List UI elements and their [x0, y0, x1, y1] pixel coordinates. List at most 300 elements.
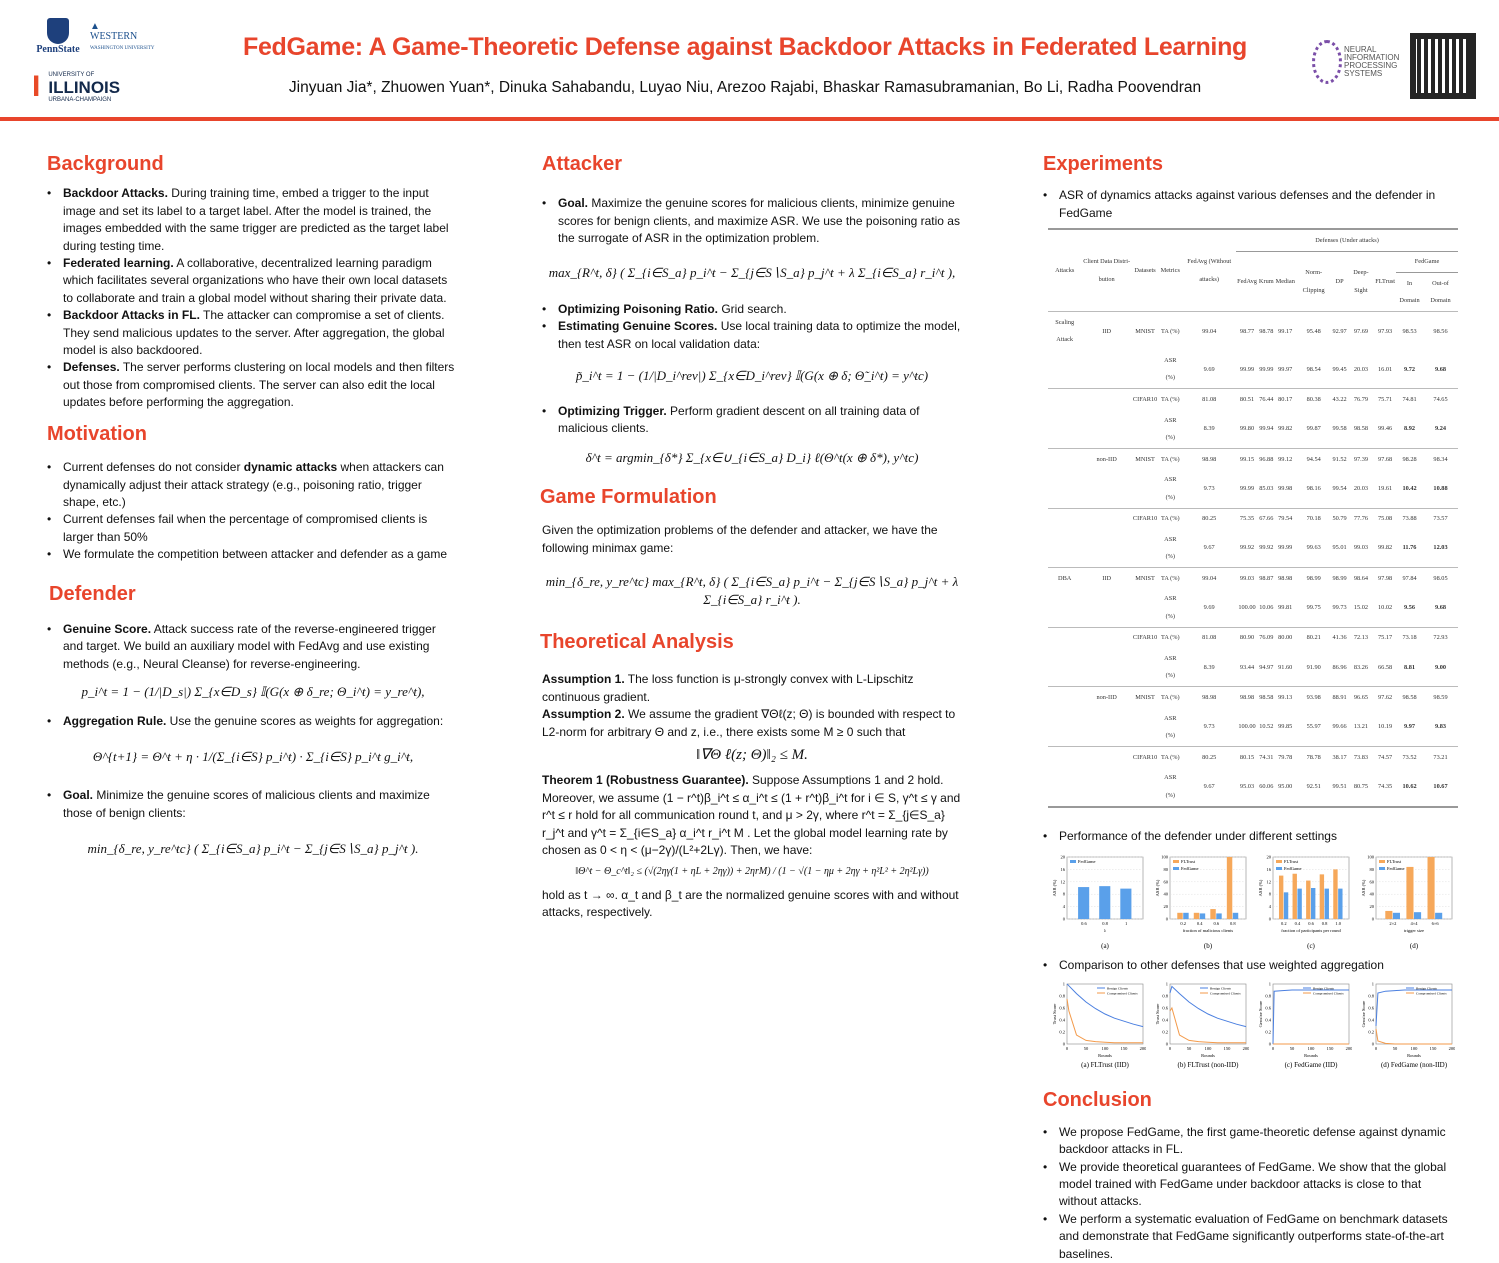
- list-item: • Backdoor Attacks in FL. The attacker can compromise a set of clients. They send malicious updates to the server. After aggregation, the global model is also backdoored.: [47, 307, 459, 359]
- table-cell: 9.72: [1404, 365, 1416, 373]
- legend-swatch: [1276, 867, 1282, 870]
- table-cell: 74.81: [1396, 389, 1423, 410]
- table-row: [1048, 350, 1458, 389]
- legend-swatch: [1173, 860, 1179, 863]
- bar-fltrust: [1194, 913, 1199, 919]
- legend-label: Benign Clients: [1416, 986, 1437, 991]
- table-cell: 98.28: [1396, 449, 1423, 470]
- table-cell: 20.03: [1353, 365, 1369, 373]
- legend-label: Benign Clients: [1107, 986, 1128, 991]
- table-row: [1048, 627, 1458, 648]
- list-item: • Optimizing Trigger. Perform gradient descent on all training data of malicious clients.: [542, 403, 962, 438]
- y-tick-label: 4: [1062, 904, 1065, 910]
- line-0: [1273, 990, 1349, 1044]
- table-cell: [1081, 768, 1131, 807]
- bar-fedgame: [1297, 889, 1301, 919]
- attacker-title: Attacker: [542, 153, 623, 175]
- table-cell: 99.99: [1259, 365, 1274, 373]
- table-cell: 99.51: [1332, 782, 1347, 790]
- table-cell: 99.03: [1353, 544, 1369, 552]
- conclusion-title: Conclusion: [1043, 1089, 1152, 1112]
- legend-label: FLTrust: [1284, 858, 1299, 864]
- table-cell: 10.06: [1259, 604, 1274, 612]
- table-cell: 88.91: [1331, 687, 1347, 708]
- neurips-logo: NEURAL INFORMATION PROCESSING SYSTEMS: [1312, 40, 1399, 84]
- table-row: [1048, 648, 1458, 687]
- y-tick-label: 0.4: [1368, 1017, 1374, 1023]
- table-cell: 9.67: [1203, 544, 1215, 552]
- table-cell: CIFAR10: [1132, 508, 1158, 529]
- table-cell: 98.05: [1423, 568, 1458, 589]
- y-tick-label: 0.2: [1059, 1029, 1065, 1035]
- table-cell: 99.75: [1306, 604, 1321, 612]
- right-column: [1043, 150, 1458, 1263]
- background-list: [47, 185, 459, 411]
- chart-6: [1257, 978, 1352, 1070]
- bar-fedgame: [1325, 889, 1329, 919]
- table-cell: 99.15: [1236, 449, 1258, 470]
- list-item: • Current defenses do not consider dynamic attacks when attackers can dynamically adjust their attack strategy (e.g., poisoning ratio, trigger shape, etc.): [47, 459, 459, 511]
- table-cell: [1081, 589, 1131, 628]
- x-tick-label: 50: [1392, 1046, 1398, 1052]
- y-tick-label: 40: [1369, 891, 1374, 897]
- table-cell: 99.63: [1306, 544, 1321, 552]
- theory-title: Theoretical Analysis: [540, 630, 734, 653]
- table-cell: 99.12: [1275, 449, 1296, 470]
- table-row: [1048, 508, 1458, 529]
- attacker-goal-equation: max_{R^t, δ} ( Σ_{i∈S_a} p_i^t − Σ_{j∈S∖S_a} p_j^t + λ Σ_{i∈S_a} r_i^t ),: [548, 264, 956, 280]
- x-axis-label: Rounds: [1304, 1053, 1318, 1059]
- table-cell: 86.96: [1332, 663, 1347, 671]
- table-cell: CIFAR10: [1132, 746, 1158, 767]
- table-cell: 12.03: [1433, 544, 1448, 552]
- y-tick-label: 0: [1062, 1041, 1065, 1047]
- table-cell: 98.64: [1348, 568, 1375, 589]
- table-cell: ASR (%): [1164, 357, 1177, 382]
- list-item: • Goal. Minimize the genuine scores of malicious clients and maximize those of benign clients:: [47, 787, 459, 822]
- y-axis-label: ASR (%): [1155, 879, 1160, 897]
- chart-7: [1360, 978, 1455, 1070]
- table-cell: 74.31: [1258, 746, 1275, 767]
- table-cell: 99.58: [1332, 425, 1347, 433]
- bar-fedgame: [1233, 913, 1238, 919]
- x-tick-label: 0: [1374, 1046, 1378, 1052]
- table-cell: 97.68: [1374, 449, 1396, 470]
- table-cell: 98.58: [1396, 687, 1423, 708]
- table-cell: 9.24: [1435, 425, 1447, 433]
- experiments-title: Experiments: [1043, 153, 1164, 175]
- table-cell: 9.73: [1203, 484, 1215, 492]
- legend-label: Benign Clients: [1313, 986, 1334, 991]
- chart-1: [1154, 851, 1249, 951]
- y-tick-label: 60: [1163, 879, 1168, 885]
- table-cell: [1048, 389, 1081, 410]
- legend-label: Compromised Clients: [1210, 991, 1241, 996]
- table-cell: TA (%): [1158, 389, 1182, 410]
- table-cell: [1132, 768, 1158, 807]
- table-cell: [1081, 746, 1131, 767]
- table-cell: TA (%): [1158, 312, 1182, 351]
- table-cell: 96.65: [1348, 687, 1375, 708]
- table-cell: 98.98: [1236, 687, 1258, 708]
- table-cell: [1048, 627, 1081, 648]
- table-cell: 99.04: [1182, 312, 1236, 351]
- table-cell: 10.42: [1402, 484, 1417, 492]
- table-cell: 72.13: [1348, 627, 1375, 648]
- x-tick-label: 50: [1186, 1046, 1192, 1052]
- table-cell: 76.09: [1258, 627, 1275, 648]
- legend-label: Compromised Clients: [1107, 991, 1138, 996]
- table-cell: 99.82: [1378, 544, 1393, 552]
- table-cell: 80.15: [1236, 746, 1258, 767]
- poster-title: FedGame: A Game-Theoretic Defense against Backdoor Attacks in Federated Learning: [242, 33, 1248, 61]
- table-cell: 11.76: [1402, 544, 1417, 552]
- table-cell: IID: [1081, 312, 1131, 351]
- table-cell: 98.99: [1331, 568, 1347, 589]
- table-cell: [1132, 350, 1158, 389]
- list-item: • We provide theoretical guarantees of FedGame. We show that the global model trained with FedGame under backdoor attacks is close to that without attacks.: [1043, 1159, 1458, 1211]
- y-tick-label: 12: [1266, 879, 1271, 885]
- table-cell: 97.84: [1396, 568, 1423, 589]
- bar-fedgame: [1284, 892, 1288, 919]
- bar-fedgame: [1200, 913, 1205, 919]
- table-cell: 98.34: [1423, 449, 1458, 470]
- weighted-aggregation-figure: [1051, 978, 1458, 1070]
- table-cell: 74.35: [1378, 782, 1393, 790]
- table-cell: 98.78: [1258, 312, 1275, 351]
- game-title: Game Formulation: [540, 485, 717, 508]
- legend-label: Benign Clients: [1210, 986, 1231, 991]
- chart-3: [1360, 851, 1455, 951]
- table-cell: 80.75: [1353, 782, 1369, 790]
- table-cell: 9.67: [1203, 782, 1215, 790]
- table-cell: TA (%): [1158, 508, 1182, 529]
- legend-label: FLTrust: [1181, 858, 1196, 864]
- x-tick-label: 1: [1124, 920, 1128, 926]
- bar-fltrust: [1210, 909, 1215, 919]
- table-row: [1048, 746, 1458, 767]
- table-cell: 99.80: [1239, 425, 1255, 433]
- table-cell: 98.58: [1353, 425, 1369, 433]
- y-tick-label: 1: [1165, 981, 1168, 987]
- table-cell: 8.81: [1404, 663, 1416, 671]
- x-tick-label: 0.6: [1081, 920, 1087, 926]
- table-cell: 98.53: [1396, 312, 1423, 351]
- table-cell: 98.16: [1306, 484, 1321, 492]
- x-tick-label: 0.8: [1102, 920, 1108, 926]
- y-tick-label: 60: [1369, 879, 1374, 885]
- table-cell: 9.68: [1435, 365, 1447, 373]
- table-cell: [1081, 529, 1131, 568]
- table-cell: 97.69: [1348, 312, 1375, 351]
- y-tick-label: 20: [1369, 904, 1374, 910]
- list-item: • Defenses. The server performs clustering on local models and then filters out those from compromised clients. The server can also edit the local updates before performing the aggregation.: [47, 359, 459, 411]
- x-tick-label: 6×6: [1431, 920, 1439, 926]
- table-cell: 77.76: [1348, 508, 1375, 529]
- table-cell: 10.02: [1378, 604, 1393, 612]
- table-cell: TA (%): [1158, 687, 1182, 708]
- pennstate-logo: PennState: [28, 18, 88, 55]
- table-cell: 9.69: [1203, 365, 1215, 373]
- motivation-title: Motivation: [47, 422, 147, 445]
- y-tick-label: 0.8: [1265, 993, 1271, 999]
- table-cell: 92.51: [1306, 782, 1321, 790]
- table-row: [1048, 687, 1458, 708]
- table-cell: 99.94: [1259, 425, 1274, 433]
- table-cell: 99.99: [1239, 365, 1255, 373]
- list-item: • We formulate the competition between attacker and defender as a game: [47, 546, 459, 563]
- x-tick-label: 150: [1120, 1046, 1128, 1052]
- table-cell: 95.00: [1278, 782, 1293, 790]
- aggregation-equation: Θ^{t+1} = Θ^t + η · 1/(Σ_{i∈S} p_i^t) · Σ_{i∈S} p_i^t g_i^t,: [92, 748, 414, 764]
- table-cell: 80.00: [1275, 627, 1296, 648]
- y-tick-label: 0.6: [1368, 1005, 1374, 1011]
- table-cell: 100.00: [1238, 723, 1256, 731]
- list-item: • We propose FedGame, the first game-theoretic defense against dynamic backdoor attacks in FL.: [1043, 1124, 1458, 1159]
- bar-fltrust: [1333, 869, 1337, 919]
- table-cell: 83.26: [1353, 663, 1369, 671]
- table-cell: 99.85: [1278, 723, 1293, 731]
- list-item: • Genuine Score. Attack success rate of the reverse-engineered trigger and target. We build an auxiliary model with FedAvg and use existing methods (e.g., Neural Cleanse) for reverse-engineering.: [47, 621, 459, 673]
- y-tick-label: 0.2: [1162, 1029, 1168, 1035]
- table-cell: [1048, 708, 1081, 747]
- table-cell: MNIST: [1132, 449, 1158, 470]
- bar-fedgame: [1216, 913, 1221, 919]
- theorem-1: Theorem 1 (Robustness Guarantee). Suppose Assumptions 1 and 2 hold. Moreover, we assume (1 − r^t)β_i^t ≤ α_i^t ≤ (1 + r^t)β_i^t for i ∈ S, γ^t ≤ γ and r^t ≤ r hold for all communication round t, and μ > 2γ, where r^t = Σ_{j∈S_a} r_j^t and γ^t = Σ_{i∈S_a} α_i^t r_i^t M . Let the global model learning rate by chosen as 0 < η < (μ−2γ)/(L²+2Lγ). Then, we have:: [542, 773, 961, 857]
- table-cell: 98.99: [1296, 568, 1332, 589]
- x-tick-label: 1.0: [1335, 920, 1341, 926]
- table-cell: 91.52: [1331, 449, 1347, 470]
- motivation-list: [47, 459, 459, 563]
- legend-label: Compromised Clients: [1416, 991, 1447, 996]
- table-cell: [1048, 768, 1081, 807]
- defender-settings-figure: [1051, 851, 1458, 951]
- table-cell: 99.46: [1378, 425, 1393, 433]
- line-1: [1067, 999, 1143, 1043]
- table-cell: 10.88: [1433, 484, 1448, 492]
- x-axis-label: fraction of participants per round: [1281, 927, 1341, 933]
- table-cell: 91.90: [1306, 663, 1321, 671]
- table-cell: 99.73: [1332, 604, 1347, 612]
- table-cell: 99.66: [1332, 723, 1347, 731]
- western-logo: ▲ WESTERN WASHINGTON UNIVERSITY: [90, 21, 155, 51]
- robustness-equation: ‖Θ^t − Θ_c^t‖₂ ≤ (√(2ηγ(1 + ηL + 2ηγ)) + 2ηrM) / (1 − √(1 − ημ + 2ηγ + η²L² + 2η²Lγ)): [575, 866, 929, 878]
- table-cell: [1081, 410, 1131, 449]
- y-tick-label: 0.8: [1059, 993, 1065, 999]
- table-cell: 99.99: [1278, 544, 1293, 552]
- chart-4: [1051, 978, 1146, 1070]
- table-cell: 9.97: [1404, 723, 1416, 731]
- chart-caption: (c): [1307, 941, 1315, 950]
- table-cell: 98.98: [1182, 687, 1236, 708]
- list-item: • Goal. Maximize the genuine scores for malicious clients, minimize genuine scores for benign clients, and maximize ASR. We use the poisoning ratio as the surrogate of ASR in the optimization problem.: [542, 195, 962, 247]
- table-row: [1048, 410, 1458, 449]
- table-cell: [1081, 708, 1131, 747]
- y-tick-label: 0.6: [1265, 1005, 1271, 1011]
- assumption-1: Assumption 1. The loss function is μ-strongly convex with L-Lipschitz continuous gradient.: [542, 672, 914, 704]
- table-cell: 10.62: [1402, 782, 1417, 790]
- bar-fltrust: [1293, 874, 1297, 919]
- table-cell: 99.81: [1278, 604, 1293, 612]
- y-tick-label: 4: [1268, 904, 1271, 910]
- table-cell: CIFAR10: [1132, 627, 1158, 648]
- table-cell: [1132, 529, 1158, 568]
- table-cell: 9.68: [1435, 604, 1447, 612]
- table-cell: 99.45: [1332, 365, 1347, 373]
- table-cell: 98.98: [1182, 449, 1236, 470]
- conclusion-list: [1043, 1124, 1458, 1263]
- y-axis-label: ASR (%): [1052, 879, 1057, 897]
- table-cell: 99.17: [1275, 312, 1296, 351]
- bar-fedgame: [1078, 887, 1089, 919]
- table-cell: DBA: [1048, 568, 1081, 589]
- table-cell: [1081, 389, 1131, 410]
- table-cell: [1132, 470, 1158, 509]
- y-tick-label: 1: [1371, 981, 1374, 987]
- table-cell: 73.57: [1423, 508, 1458, 529]
- table-cell: [1048, 449, 1081, 470]
- table-cell: 9.00: [1435, 663, 1447, 671]
- x-axis-label: λ: [1103, 927, 1107, 933]
- table-cell: 43.22: [1331, 389, 1347, 410]
- table-cell: [1132, 648, 1158, 687]
- y-tick-label: 0.6: [1162, 1005, 1168, 1011]
- header-divider: [0, 117, 1499, 121]
- table-cell: [1132, 708, 1158, 747]
- assumption-2: Assumption 2. We assume the gradient ∇Θℓ(z; Θ) is bounded with respect to L2-norm for arbitrary Θ and z, i.e., there exists some M ≥ 0 such that: [542, 707, 956, 739]
- bar-fltrust: [1428, 857, 1435, 919]
- table-cell: ASR (%): [1164, 714, 1177, 739]
- table-cell: 20.03: [1353, 484, 1369, 492]
- game-text: Given the optimization problems of the defender and attacker, we have the following minimax game:: [542, 523, 938, 555]
- table-cell: MNIST: [1132, 312, 1158, 351]
- table-cell: 10.19: [1378, 723, 1393, 731]
- table-cell: 80.25: [1182, 508, 1236, 529]
- x-tick-label: 100: [1410, 1046, 1418, 1052]
- bar-fedgame: [1183, 913, 1188, 919]
- table-cell: CIFAR10: [1132, 389, 1158, 410]
- table-row: [1048, 470, 1458, 509]
- table-cell: 98.54: [1306, 365, 1321, 373]
- x-tick-label: 100: [1307, 1046, 1315, 1052]
- y-tick-label: 80: [1163, 866, 1168, 872]
- table-cell: 97.39: [1348, 449, 1375, 470]
- y-tick-label: 0: [1165, 1041, 1168, 1047]
- y-tick-label: 0: [1268, 916, 1271, 922]
- bar-fltrust: [1279, 876, 1283, 919]
- legend-label: Compromised Clients: [1313, 991, 1344, 996]
- authors: Jinyuan Jia*, Zhuowen Yuan*, Dinuka Sahabandu, Luyao Niu, Arezoo Rajabi, Bhaskar Ramasubramanian, Bo Li, Radha Poovendran: [288, 79, 1202, 96]
- list-item: • Comparison to other defenses that use weighted aggregation: [1043, 957, 1458, 974]
- bar-fedgame: [1120, 889, 1131, 919]
- table-cell: ASR (%): [1164, 654, 1177, 680]
- x-tick-label: 0.4: [1294, 920, 1301, 926]
- table-cell: MNIST: [1132, 568, 1158, 589]
- table-cell: ASR (%): [1164, 416, 1177, 441]
- list-item: • Performance of the defender under different settings: [1043, 828, 1458, 845]
- results-table: Attacks Client Data Distri-bution Datasets Metrics FedAvg (Without attacks) Defenses (Under attacks) FedAvg Krum Median Norm-Clipping DP Deep-Sight FLTrust FedGame In Domain Out-of Domain Scaling Attack IID MNIST TA (%) 99.04 98.77 98.78 99.17 95.48 92.97 97.69 97.93 98.53 98.56 ASR (%) 9.69 99.99 99.99 99.97 98.54 99.45 20.03 16.01 9.72 9.68 CIFAR10 TA (%) 81.08 80.51 76.44 80.17 80.38 43.22 76.79 75.71 74.81 74.65 ASR (%) 8.39 99.80 99.94 99.82 99.87 99.58 98.58 99.46 8.92 9.24 non-IID MNIST TA (%) 98.98 99.15 96.88 99.12 94.54 91.52 97.39 97.68 98.28 98.34 ASR (%) 9.73 99.99 85.03 99.98 98.16 99.54 20.03 19.61 10.42 10.88 CIFAR10 TA (%) 80.25 75.35 67.66 79.54 70.18 50.79 77.76 75.08 73.88 73.57 ASR (%) 9.67 99.92 99.92 99.99 99.63 95.01 99.03 99.82 11.76 12.03 DBA IID MNIST TA (%) 99.04 99.03 98.87 98.98 98.99 98.99 98.64 97.98 97.84 98.05 ASR (%) 9.69 100.00 10.06 99.81 99.75 99.73 15.02 10.02 9.56 9.68 CIFAR10 TA (%) 81.08 80.90 76.09 80.00 80.21 41.36 72.13 75.17 73.18 72.93 ASR (%) 8.39 93.44 94.97 91.60 91.90 86.96 83.26 66.58 8.81 9.00 non-IID MNIST TA (%) 98.98 98.98 98.58 99.13 93.98 88.91 96.65 97.62 98.58 98.59 ASR (%) 9.73 100.00 10.52 99.85 55.97 99.66 13.21 10.19 9.97 9.83 CIFAR10 TA (%) 80.25 80.15 74.31 79.78 78.78 38.17 73.83 74.57 73.52 73.21 ASR (%) 9.67 95.03 60.06 95.00 92.51 99.51 80.75 74.35 10.62 10.67: [1048, 228, 1458, 807]
- legend-label: FedGame: [1078, 858, 1096, 864]
- table-cell: 94.54: [1296, 449, 1332, 470]
- table-cell: 98.98: [1275, 568, 1296, 589]
- y-tick-label: 0: [1062, 916, 1065, 922]
- chart-caption: (b) FLTrust (non-IID): [1177, 1061, 1239, 1070]
- y-axis-label: ASR (%): [1258, 879, 1263, 897]
- table-cell: MNIST: [1132, 687, 1158, 708]
- trigger-equation: δ^t = argmin_{δ*} Σ_{x∈∪_{i∈S_a} D_i} ℓ(Θ^t(x ⊕ δ*), y^tc): [585, 450, 919, 466]
- table-cell: [1081, 627, 1131, 648]
- table-cell: 9.73: [1203, 723, 1215, 731]
- table-row: [1048, 568, 1458, 589]
- table-cell: 74.57: [1374, 746, 1396, 767]
- table-cell: 99.54: [1332, 484, 1347, 492]
- table-cell: 55.97: [1306, 723, 1321, 731]
- table-cell: 66.58: [1378, 663, 1393, 671]
- table-cell: 79.54: [1275, 508, 1296, 529]
- y-tick-label: 0.8: [1162, 993, 1168, 999]
- y-tick-label: 80: [1369, 866, 1374, 872]
- table-cell: 99.13: [1275, 687, 1296, 708]
- table-cell: 19.61: [1378, 484, 1393, 492]
- x-tick-label: 2×2: [1389, 920, 1397, 926]
- x-tick-label: 0.8: [1321, 920, 1328, 926]
- list-item: • ASR of dynamics attacks against various defenses and the defender in FedGame: [1043, 187, 1458, 222]
- bar-fedgame: [1099, 886, 1110, 919]
- y-tick-label: 8: [1268, 891, 1271, 897]
- x-tick-label: 0.6: [1213, 920, 1220, 926]
- background-title: Background: [47, 153, 164, 175]
- x-axis-label: Rounds: [1201, 1053, 1215, 1059]
- chart-caption: (b): [1203, 941, 1213, 950]
- table-cell: 9.83: [1435, 723, 1447, 731]
- x-tick-label: 100: [1101, 1046, 1109, 1052]
- y-axis-label: Trust Score: [1052, 1004, 1057, 1025]
- y-tick-label: 20: [1060, 854, 1065, 860]
- table-cell: 96.88: [1258, 449, 1275, 470]
- chart-caption: (c) FedGame (IID): [1284, 1061, 1338, 1070]
- bar-fltrust: [1406, 867, 1413, 919]
- table-cell: 93.98: [1296, 687, 1332, 708]
- list-item: • Aggregation Rule. Use the genuine scores as weights for aggregation:: [47, 713, 459, 730]
- table-cell: 81.08: [1182, 627, 1236, 648]
- table-cell: 98.87: [1258, 568, 1275, 589]
- table-cell: ASR (%): [1164, 774, 1177, 799]
- table-row: [1048, 389, 1458, 410]
- table-cell: 73.52: [1396, 746, 1423, 767]
- chart-caption: (a): [1101, 941, 1109, 950]
- table-row: [1048, 449, 1458, 470]
- table-cell: 97.62: [1374, 687, 1396, 708]
- legend-swatch: [1379, 860, 1385, 863]
- table-cell: TA (%): [1158, 568, 1182, 589]
- legend-swatch: [1276, 860, 1282, 863]
- bar-fltrust: [1320, 874, 1324, 919]
- table-cell: 75.17: [1374, 627, 1396, 648]
- table-cell: 79.78: [1275, 746, 1296, 767]
- table-cell: 8.39: [1203, 663, 1215, 671]
- table-cell: 99.82: [1278, 425, 1293, 433]
- table-row: [1048, 708, 1458, 747]
- y-tick-label: 0.4: [1162, 1017, 1168, 1023]
- table-cell: 95.48: [1296, 312, 1332, 351]
- x-tick-label: 4×4: [1410, 920, 1418, 926]
- bar-fltrust: [1227, 857, 1232, 919]
- table-cell: IID: [1081, 568, 1131, 589]
- line-1: [1170, 1008, 1246, 1043]
- chart-5: [1154, 978, 1249, 1070]
- x-tick-label: 0.2: [1180, 920, 1187, 926]
- y-tick-label: 8: [1062, 891, 1065, 897]
